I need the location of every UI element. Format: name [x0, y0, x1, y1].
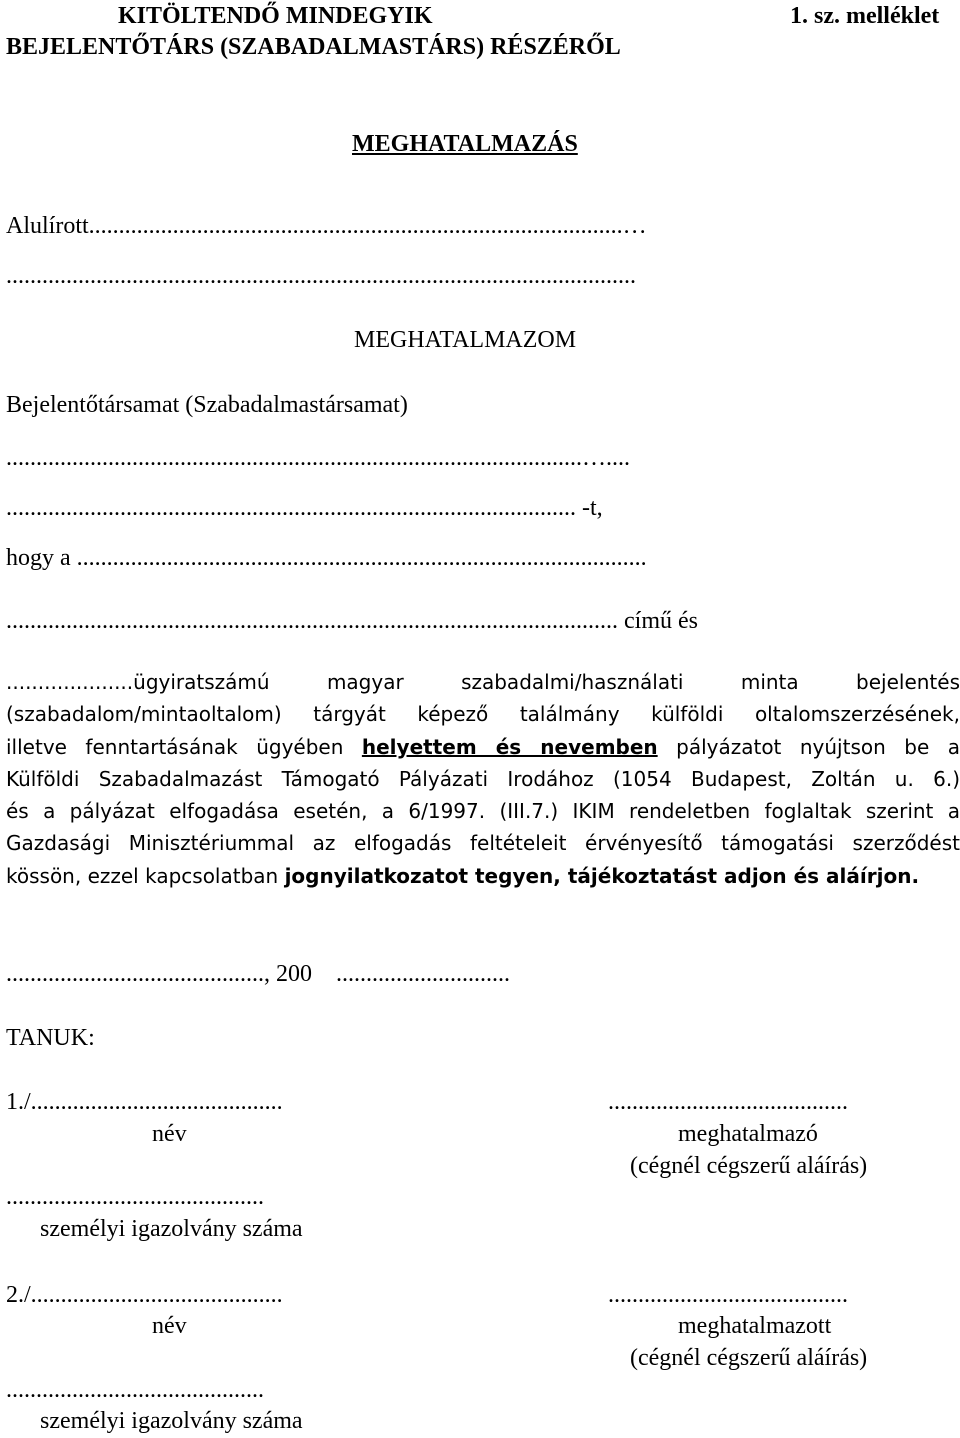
witness2-name-label: név: [152, 1313, 187, 1339]
body-line-1: ....................ügyiratszámú magyar szabadalmi/használati minta bejelentés: [6, 670, 960, 694]
body-line-2: (szabadalom/mintaoltalom) tárgyát képező találmány külföldi oltalomszerzésének,: [6, 702, 960, 727]
body-line-7a: kössön, ezzel kapcsolatban: [6, 863, 285, 888]
witnesses-label: TANUK:: [6, 1025, 95, 1051]
body-line-6: Gazdasági Minisztériummal az elfogadás feltételeit érvényesítő támogatási szerződést: [6, 831, 960, 856]
witness1-id-field: ...........................................: [6, 1184, 264, 1210]
cobidder-label: Bejelentőtársamat (Szabadalmastársamat): [6, 392, 408, 418]
witness1-name-label: név: [152, 1121, 187, 1147]
on-my-behalf-emphasis: helyettem és nevemben: [361, 734, 658, 759]
principal-label: meghatalmazó: [678, 1121, 818, 1147]
agent-signature-note: (cégnél cégszerű aláírás): [630, 1345, 868, 1371]
body-line-7: [6, 860, 960, 892]
cobidder-field-line2: ............................................................................................... -t,: [6, 495, 603, 521]
agent-signature-field: ........................................: [608, 1282, 848, 1308]
document-title: MEGHATALMAZÁS: [352, 131, 578, 157]
authorize-heading: MEGHATALMAZOM: [354, 327, 577, 353]
body-line-4: Külföldi Szabadalmazást Támogató Pályázati Irodához (1054 Budapest, Zoltán u. 6.): [6, 766, 960, 791]
undersigned-field: Alulírott.........................................................................................…: [6, 213, 647, 239]
header-title-line2: BEJELENTŐTÁRS (SZABADALMASTÁRS) RÉSZÉRŐL: [6, 34, 621, 60]
purpose-field: hogy a ...............................................................................................: [6, 545, 647, 571]
signing-powers-emphasis: jognyilatkozatot tegyen, tájékoztatást adjon és aláírjon.: [284, 863, 920, 888]
witness1-name-field: 1./..........................................: [6, 1089, 283, 1115]
authorization-text: [6, 666, 960, 892]
witness1-id-label: személyi igazolvány száma: [40, 1216, 303, 1242]
place-date-field: ..........................................., 200 .............................: [6, 961, 510, 987]
agent-label: meghatalmazott: [678, 1313, 832, 1339]
header-title-line1: KITÖLTENDŐ MINDEGYIK: [118, 3, 433, 29]
annex-label: 1. sz. melléklet: [790, 3, 940, 29]
body-line-3: [6, 731, 960, 763]
principal-signature-note: (cégnél cégszerű aláírás): [630, 1153, 868, 1179]
cobidder-field-line1: ................................................................................................…....: [6, 445, 630, 471]
title-field: ...................................................................................................... című és: [6, 608, 698, 634]
undersigned-field-continued: .........................................................................................................: [6, 263, 636, 289]
witness2-id-label: személyi igazolvány száma: [40, 1408, 303, 1434]
witness2-id-field: ...........................................: [6, 1377, 264, 1403]
principal-signature-field: ........................................: [608, 1089, 848, 1115]
body-line-3a: illetve fenntartásának ügyében: [6, 734, 362, 759]
witness2-name-field: 2./..........................................: [6, 1282, 283, 1308]
body-line-5: és a pályázat elfogadása esetén, a 6/1997. (III.7.) IKIM rendeletben foglaltak szerint a: [6, 799, 960, 824]
body-line-3c: pályázatot nyújtson be a: [657, 734, 960, 759]
